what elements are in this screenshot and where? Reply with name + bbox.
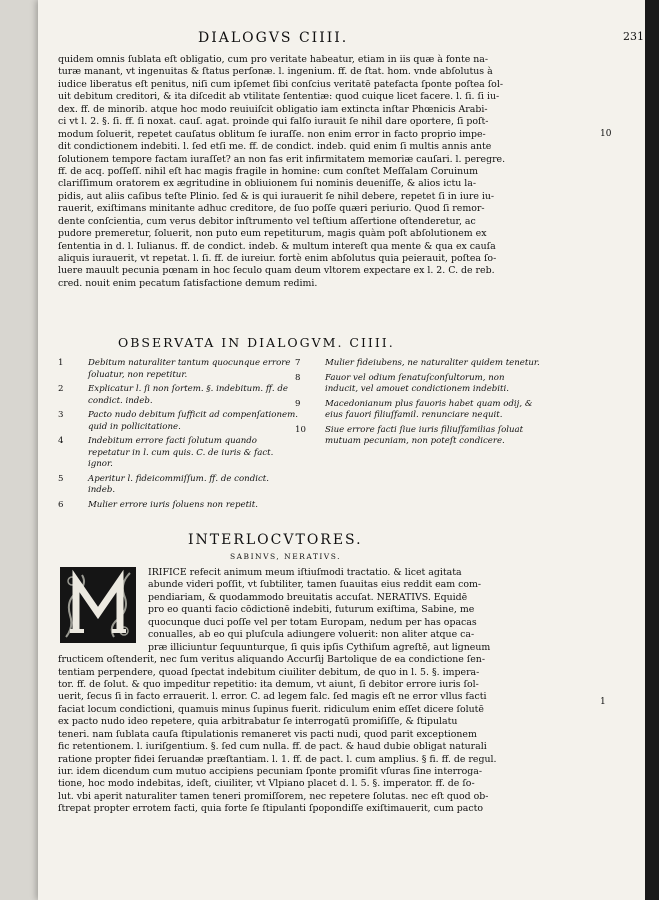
observata-number: 4 — [58, 436, 64, 446]
text-line: aliquis iurauerit, vt repetat. l. ſi. ff. de iureiur. fortè enim abſolutus quia peierauit, poſtea ſo- — [58, 253, 497, 264]
observata-item — [295, 373, 540, 396]
observata-text: Mulier errore iuris ſoluens non repetit. — [88, 499, 258, 510]
text-line: tor. ff. de ſolut. & quo impeditur repetitio: ita demum, vt aiunt, ſi debitor errore iuris ſol- — [58, 678, 479, 690]
text-line: pendiariam, & quodammodo breuitatis accuſat. NERATIVS. Equidē — [148, 591, 468, 603]
text-line: modum ſoluerit, repetet cauſatus oblitum ſe iuraſſe. non enim error in facto proprio impe- — [58, 128, 486, 140]
observata-item — [295, 399, 540, 422]
text-line: ſtrepat propter errotem facti, quia forte ſe ſtipulanti ſpopondiſſe exiſtimauerit, cum pacto — [58, 803, 484, 815]
observata-list-right — [295, 358, 540, 451]
main-text-block — [58, 54, 574, 290]
text-line: dex. ff. de minorib. atque hoc modo reuiuiſcit obligatio iam extincta inſtar Phœnicis Arabi- — [58, 103, 488, 115]
page-number: 231 — [623, 30, 644, 43]
text-line: quidem omnis ſublata eſt obligatio, cum pro veritate habeatur, etiam in iis quæ à fonte na- — [58, 54, 489, 65]
text-line: cred. nouit enim pecatum ſatisfactione demum redimi. — [58, 277, 318, 289]
observata-item — [58, 474, 298, 497]
observata-number: 9 — [295, 398, 301, 409]
observata-text: Mulier fideiubens, ne naturaliter quidem tenetur. — [325, 358, 540, 368]
observata-text: Pacto nudo debitum ſufficit ad compenſationem. quid in pollicitatione. — [88, 410, 298, 432]
text-line: luere mauult pecunia pœnam in hoc ſeculo quam deum vltorem expectare ex l. 2. C. de reb. — [58, 265, 495, 277]
observata-number: 1 — [58, 358, 64, 368]
observata-heading: OBSERVATA IN DIALOGVM. CIIII. — [118, 335, 395, 350]
observata-number: 5 — [58, 473, 64, 484]
observata-number: 2 — [58, 384, 64, 394]
text-line: dente conſcientia, cum verus debitor inſtrumento vel teſtium aſſertione oſtenderetur, ac — [58, 215, 476, 227]
observata-item — [58, 358, 301, 381]
text-line: turæ manant, vt ingenuitas & ſtatus perſonæ. l. ingenium. ff. de ſtat. hom. vnde abſolutus à — [58, 66, 493, 78]
observata-text: Macedonianum plus fauoris habet quam odij, & eius fauori filiuſfamil. renunciare nequit. — [325, 398, 533, 420]
text-line: clariſſimum oratorem ex ægritudine in obliuionem ſui nominis deueniſſe, & alios ictu la- — [58, 178, 476, 190]
text-line: fic retentionem. l. iuriſgentium. §. ſed cum nulla. ff. de pact. & haud dubie obligat naturali — [58, 741, 487, 753]
text-line: ff. de acq. poſſeſſ. nihil eſt hac magis fragile in homine: cum conſtet Meſſalam Coruinum — [58, 165, 479, 177]
page-header-title: DIALOGVS CIIII. — [198, 30, 349, 46]
text-line: pudore premeretur, ſoluerit, non puto eum repetiturum, magis quàm poſt abſolutionem ex — [58, 228, 487, 240]
margin-note-number: 1 — [600, 697, 606, 707]
observata-number: 3 — [58, 410, 64, 420]
book-edge-shadow — [645, 0, 659, 900]
book-page — [38, 0, 646, 900]
observata-text: Siue errore facti ſiue iuris filiuſfamilias ſoluat mutuam pecuniam, non poteſt condicere. — [325, 424, 524, 446]
text-line: iur. idem dicendum cum mutuo accipiens pecuniam ſponte promiſit vſuras ſine interroga- — [58, 766, 483, 777]
text-line: ſententia in d. l. Iulianus. ff. de condict. indeb. & multum intereſt qua mente & qua ex cauſa — [58, 240, 496, 252]
text-line: ratione propter fidei ſeruandæ præſtantiam. l. 1. ff. de pact. l. cum amplius. § fi. ff. de regul. — [58, 753, 497, 765]
observata-text: Aperitur l. fideicommiſſum. ff. de condict. indeb. — [88, 473, 269, 495]
text-line: ex pacto nudo ideo repetere, quia arbitrabatur ſe interrogatū promiſiſſe, & ſtipulatu — [58, 716, 458, 728]
text-line: lut. vbi aperit naturaliter tamen teneri promiſſorem, nec repetere ſolutas. nec eſt quod ob- — [58, 790, 489, 802]
text-line: rauerit, exiſtimans minitante adhuc creditore, de ſuo poſſe quæri periurio. Quod ſi remor- — [58, 203, 485, 215]
text-line: uit debitum creditori, & ita diſcedit ab vtilitate ſententiæ: quod cuique licet facere. l. ſi. ſi iu- — [58, 91, 500, 103]
margin-note-number: 10 — [600, 129, 612, 139]
observata-text: Debitum naturaliter tantum quocunque errore ſoluatur, non repetitur. — [88, 358, 291, 380]
text-line: iudice liberatus eſt penitus, niſi cum ipſemet ſibi conſcius veritatē patefacta ſponte poſtea ſol- — [58, 78, 503, 90]
text-line: tione, hoc modo indebitas, ideſt, ciuiliter, vt Vlpiano placet d. l. 5. §. imperator. ff. de ſo- — [58, 778, 475, 790]
observata-number: 7 — [295, 358, 301, 368]
text-line: pidis, aut aliis caſibus teſte Plinio. ſed & is qui iurauerit ſe nihil debere, repetet ſi in iure iu- — [58, 190, 495, 202]
observata-item — [295, 425, 540, 448]
text-line: quocunque duci poſſe vel per totam Europam, nedum per has opacas — [148, 616, 477, 628]
observata-item — [295, 358, 540, 370]
text-line: IRIFICE refecit animum meum iſtiuſmodi tractatio. & licet agitata — [148, 567, 462, 578]
text-line: dit condictionem indebiti. l. ſed etſi me. ff. de condict. indeb. quid enim ſi multis annis ante — [58, 141, 492, 153]
text-line: faciat locum condictioni, quamuis minus ſupinus fuerit. ridiculum enim eſſet dicere ſolutē — [58, 703, 484, 715]
observata-number: 6 — [58, 499, 64, 510]
observata-number: 8 — [295, 372, 301, 383]
text-line: tentiam perpendere, quoad ſpectat indebitum ciuiliter debitum, de quo in l. 5. §. impera- — [58, 666, 480, 678]
speakers-line: SABINVS, NERATIVS. — [230, 552, 341, 561]
text-line: fructicem oſtenderit, nec ſum veritus aliquando Accurſij Bartolique de ea condictione ſen- — [58, 654, 486, 666]
text-line: uerit, ſecus ſi in facto errauerit. l. error. C. ad legem falc. ſed magis eſt ne error vllus facti — [58, 691, 487, 703]
observata-text: Indebitum errore facti ſolutum quando repetatur in l. cum quis. C. de iuris & fact. ignor. — [88, 436, 274, 469]
observata-text: Fauor vel odium ſenatuſconſultorum, non inducit, vel amouet condictionem indebiti. — [325, 372, 509, 394]
text-line: præ illiciuntur ſequunturque, ſi quis ipſis Cythiſum agreſtē, aut ligneum — [148, 641, 491, 653]
text-line: ſolutionem tempore factam iuraſſet? an non fas erit infirmitatem memoriæ cauſari. l. peregre. — [58, 153, 506, 165]
running-head — [38, 30, 646, 52]
interlocutores-heading: INTERLOCVTORES. — [188, 532, 363, 548]
observata-item — [58, 410, 298, 433]
text-line: pro eo quanti facio cōdictionē indebiti, futurum exiſtima, Sabine, me — [148, 604, 475, 616]
text-line: teneri. nam ſublata cauſa ſtipulationis remaneret vis pacti nudi, quod parit exceptionem — [58, 728, 477, 740]
text-line: ci vt l. 2. §. ſi. ff. ſi noxat. cauſ. agat. proinde qui falſo iurauit ſe nihil dare oportere, ſi poſt- — [58, 116, 489, 128]
observata-text: Explicatur l. ſi non ſortem. §. indebitum. ff. de condict. indeb. — [88, 384, 288, 406]
observata-item — [58, 384, 298, 407]
text-line: conualles, ab eo qui pluſcula adiungere voluerit: non aliter atque ca- — [148, 629, 475, 641]
observata-item — [58, 436, 298, 471]
observata-item — [58, 500, 298, 512]
observata-number: 10 — [295, 424, 306, 435]
dialogue-text-block — [58, 567, 578, 816]
text-line: abunde videri poſſit, vt ſubtiliter, tamen ſuauitas eius reddit eam com- — [148, 579, 482, 591]
